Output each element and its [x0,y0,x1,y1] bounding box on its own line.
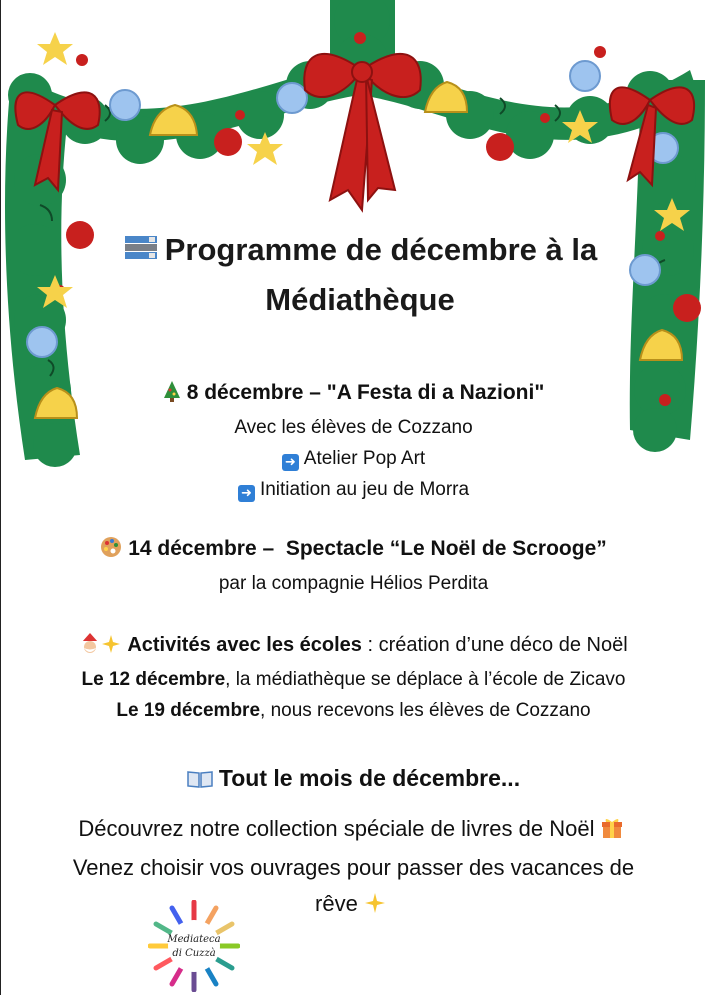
event1-heading: 8 décembre – "A Festa di a Nazioni" [0,377,707,412]
event2-heading: 14 décembre – Spectacle “Le Noël de Scrooge” [0,533,707,568]
sparkles-icon [101,633,121,664]
event1-item: ➜ Initiation au jeu de Morra [0,474,707,505]
event3-line2: Le 19 décembre, nous recevons les élèves de Cozzano [116,700,591,721]
right-arrow-icon: ➜ [238,485,255,502]
palette-icon [100,536,122,568]
event-scrooge [0,533,707,599]
event2-subtitle: par la compagnie Hélios Perdita [218,573,489,594]
gift-icon [601,814,623,850]
mediateca-logo [148,900,240,997]
month-heading: Tout le mois de décembre... [0,762,707,797]
month-section [0,762,707,925]
event-festa-di-a-nazioni [0,377,707,505]
event1-subtitle: Avec les élèves de Cozzano [234,417,473,438]
title-text: Programme de décembre à la Médiathèque [164,232,598,317]
event3-line1: Le 12 décembre, la médiathèque se déplace à l’école de Zicavo [81,669,626,690]
event-activites-ecoles [0,630,707,726]
right-arrow-icon: ➜ [282,454,299,471]
event3-heading: Activités avec les écoles : création d’une déco de Noël [0,630,707,664]
open-book-icon [187,765,213,797]
books-icon [123,228,159,276]
sparkles-icon [364,889,386,925]
christmas-tree-icon [163,380,181,412]
month-line3: rêve [0,886,707,925]
logo-line2: di Cuzzà [172,948,216,959]
santa-icon [79,632,101,664]
month-line1: Découvrez notre collection spéciale de livres de Noël [0,811,707,850]
event1-item: ➜ Atelier Pop Art [0,443,707,474]
logo-line1: Mediateca [167,934,221,945]
page-title [90,226,630,324]
month-line2: Venez choisir vos ouvrages pour passer des vacances de [72,855,635,880]
